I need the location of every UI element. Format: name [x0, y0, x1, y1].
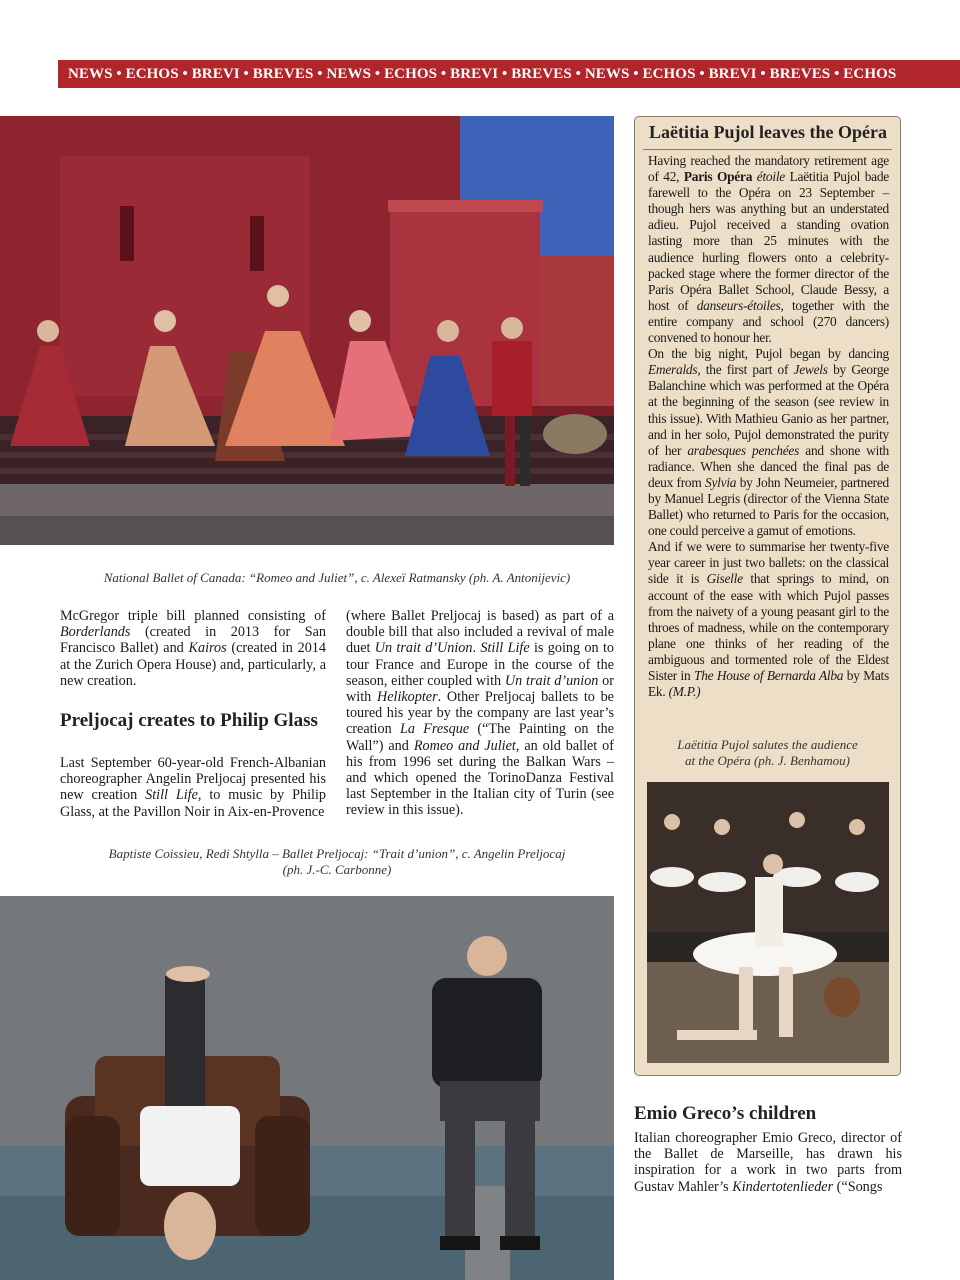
middle-column: (where Ballet Preljocaj is based) as part of a double bill that also included a revival of male duet Un trait d’Union. Still Life is going on to tour France and Europe in the course of the season, either coupled with Un trait d’union or with Helikopter. Other Preljocaj ballets to be toured his year by the company are last year’s creation La Fresque (“The Painting on the Wall”) and Romeo and Juliet, an old ballet of his from 1996 set during the Balkan Wars – and which opened the TorinoDanza Festival last September in the Italian city of Turin (see review in this issue). — [346, 608, 615, 819]
pujol-caption-line2: at the Opéra (ph. J. Benhamou) — [685, 753, 850, 768]
seated-dancer — [432, 936, 542, 1280]
romeo-juliet-caption: National Ballet of Canada: “Romeo and Juliet”, c. Alexeï Ratmansky (ph. A. Antonijevic) — [103, 570, 571, 585]
stage-illustration — [0, 116, 614, 545]
romeo-juliet-photo — [0, 116, 614, 545]
pujol-article: Having reached the mandatory retirement age of 42, Paris Opéra étoile Laëtitia Pujol bade farewell to the Opéra on 23 September – though hers was anything but an understated adieu. Pujol received a standing ovation lasting more than 25 minutes with the audience hurling flowers onto a celebrity-packed stage where the former director of the Paris Opéra Ballet School, Claude Bessy, a host of danseurs-étoiles, together with the entire company and school (270 dancers) convened to honour her. On the big night, Pujol began by dancing Emeralds, the first part of Jewels by George Balanchine which was performed at the Opéra at the beginning of the season (see review in this issue). With Mathieu Ganio as her partner, and in her solo, Pujol demonstrated the purity of her arabesques penchées and shone with radiance. When she danced the final pas de deux from Sylvia by John Neumeier, partnered by Manuel Legris (director of the Vienna State Ballet) who returned to Paris for the occasion, one could perceive a gamut of emotions. And if we were to summarise her twenty-five year career in just two ballets: on the classical side it is Giselle that springs to mind, on account of the ease with which Pujol passes from the naivety of a young peasant girl to the throes of madness, while on the contemporary plane one thinks of her reading of the ambiguous and tormented role of the Eldest Sister in The House of Bernarda Alba by Mats Ek. (M.P.) — [648, 153, 889, 700]
tutu-illustration — [647, 782, 889, 1063]
sidebar-divider — [643, 149, 892, 150]
pujol-sidebar — [634, 116, 901, 1076]
greco-article: Italian choreographer Emio Greco, director of the Ballet de Marseille, has drawn his inspiration for a work in two parts from Gustav Mahler’s Kindertotenlieder (“Songs — [634, 1130, 902, 1195]
preljocaj-caption-line2: (ph. J.-C. Carbonne) — [282, 862, 392, 877]
pujol-caption — [635, 737, 900, 769]
left-column-intro: McGregor triple bill planned consisting of Borderlands (created in 2013 for San Francisco Ballet) and Kairos (created in 2014 at the Zurich Opera House) and, particularly, a new creation. — [60, 608, 326, 689]
section-banner: NEWS • ECHOS • BREVI • BREVES • NEWS • ECHOS • BREVI • BREVES • NEWS • ECHOS • BREVI • BREVES • ECHOS — [58, 60, 960, 88]
studio-illustration — [0, 896, 614, 1280]
pujol-caption-line1: Laëtitia Pujol salutes the audience — [677, 737, 858, 752]
preljocaj-heading: Preljocaj creates to Philip Glass — [60, 710, 318, 731]
pujol-photo — [647, 782, 889, 1063]
preljocaj-photo — [0, 896, 614, 1280]
pujol-heading: Laëtitia Pujol leaves the Opéra — [649, 122, 887, 142]
greco-heading: Emio Greco’s children — [634, 1103, 817, 1124]
preljocaj-caption-line1: Baptiste Coissieu, Redi Shtylla – Ballet Preljocaj: “Trait d’union”, c. Angelin Preljocaj — [108, 846, 566, 861]
left-column-body: Last September 60-year-old French-Albanian choreographer Angelin Preljocaj presented his new creation Still Life, to music by Philip Glass, at the Pavillon Noir in Aix-en-Provence — [60, 755, 327, 820]
preljocaj-caption — [40, 846, 634, 878]
